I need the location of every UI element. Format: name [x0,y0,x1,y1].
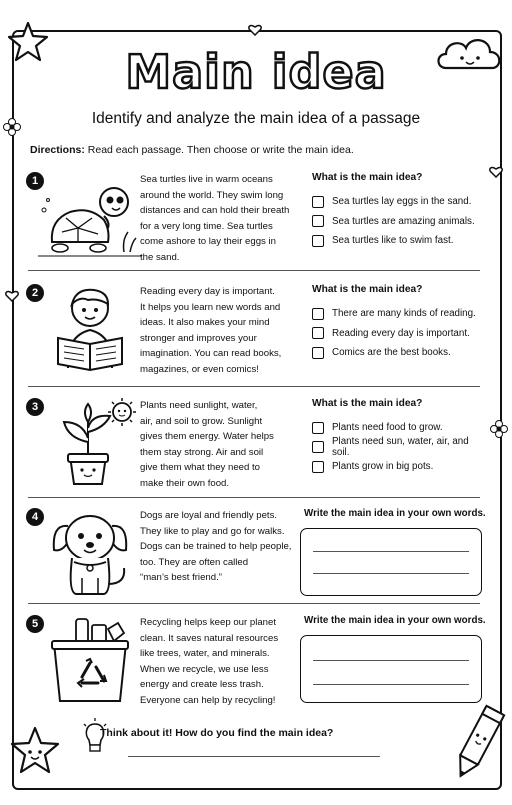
pencil-decoration-bottom-right [446,700,508,790]
page-title: Main idea [125,45,387,99]
puppy-illustration [38,508,142,596]
checkbox[interactable] [312,308,324,320]
passage-line: When we recycle, we use less [140,663,269,675]
passage-text-4 [140,508,300,586]
section-divider [28,386,480,387]
think-about-it-prompt: Think about it! How do you find the main idea? [100,727,334,739]
passage-section-1 [26,172,480,264]
flower-decoration-right [490,420,508,438]
answer-box-4[interactable] [300,528,482,596]
passage-line: the sand. [140,251,180,263]
checkbox[interactable] [312,461,324,473]
directions-label: Directions: [30,144,85,156]
answer-line[interactable] [313,660,469,661]
checkbox[interactable] [312,347,324,359]
passage-line: make their own food. [140,477,230,489]
passage-line: magazines, or even comics! [140,363,259,375]
answer-line[interactable] [313,551,469,552]
option-label: Comics are the best books. [332,347,451,359]
passage-line: Dogs are loyal and friendly pets. [140,510,278,521]
passage-line: Reading every day is important. [140,286,275,297]
option-2b[interactable] [312,324,476,344]
option-1a[interactable] [312,192,475,212]
passage-line: around the world. They swim long [140,189,284,201]
option-label: Sea turtles lay eggs in the sand. [332,196,472,208]
think-answer-line[interactable] [128,756,380,757]
heart-decoration-left [5,290,19,302]
passage-line: Plants need sunlight, water, [140,400,258,411]
passage-line: Recycling helps keep our planet [140,617,276,628]
passage-line: them stay strong. Air and soil [140,446,264,458]
option-1b[interactable] [312,212,475,232]
passage-line: come ashore to lay their eggs in [140,236,276,248]
answer-line[interactable] [313,573,469,574]
passage-section-5 [26,615,486,711]
passage-text-1 [140,172,300,266]
passage-text-3 [140,398,300,492]
checkbox[interactable] [312,235,324,247]
passage-section-3 [26,398,480,494]
answer-line[interactable] [313,684,469,685]
passage-line: imagination. You can read books, [140,348,282,360]
options-3 [312,418,480,477]
passage-section-4 [26,508,486,600]
option-1c[interactable] [312,231,475,251]
option-2c[interactable] [312,343,476,363]
checkbox[interactable] [312,196,324,208]
section-number-5: 5 [26,615,44,633]
passage-line: energy and create less trash. [140,679,264,691]
directions-text: Read each passage. Then choose or write the main idea. [87,144,354,156]
passage-line: clean. It saves natural resources [140,632,279,644]
checkbox[interactable] [312,327,324,339]
section-number-3: 3 [26,398,44,416]
options-1 [312,192,475,251]
section-divider [28,497,480,498]
question-1: What is the main idea? [312,172,423,183]
section-number-2: 2 [26,284,44,302]
passage-line: stronger and improves your [140,332,257,344]
checkbox[interactable] [312,422,324,434]
options-2 [312,304,476,363]
passage-line: like trees, water, and minerals. [140,648,270,660]
section-divider [28,270,480,271]
answer-box-5[interactable] [300,635,482,703]
section-number-4: 4 [26,508,44,526]
passage-line: Sea turtles live in warm oceans [140,174,273,185]
directions [30,144,354,156]
option-label: Reading every day is important. [332,327,470,339]
star-decoration-bottom-left [8,724,62,778]
passage-line: for a very long time. Sea turtles [140,220,273,232]
passage-line: give them what they need to [140,462,260,474]
option-3a[interactable] [312,418,480,438]
passage-line: ideas. It also makes your mind [140,317,270,329]
turtle-illustration [38,172,142,260]
potted-plant-illustration [38,398,142,486]
checkbox[interactable] [312,215,324,227]
recycling-bin-illustration [38,615,142,703]
option-label: Sea turtles like to swim fast. [332,235,454,247]
section-number-1: 1 [26,172,44,190]
checkbox[interactable] [312,441,324,453]
passage-line: distances and can hold their breath [140,205,290,217]
passage-line: air, and soil to grow. Sunlight [140,415,263,427]
option-label: Plants need sun, water, air, and soil. [332,436,469,459]
passage-text-2 [140,284,300,378]
heart-decoration-right [489,166,503,178]
passage-line: too. They are often called [140,556,249,568]
option-label: Sea turtles are amazing animals. [332,215,475,227]
heart-decoration-top [248,24,262,36]
question-2: What is the main idea? [312,284,423,295]
question-3: What is the main idea? [312,398,423,409]
option-label: Plants need food to grow. [332,422,443,434]
question-5: Write the main idea in your own words. [304,615,486,626]
option-3b[interactable] [312,438,480,458]
option-3c[interactable] [312,457,480,477]
option-2a[interactable] [312,304,476,324]
passage-line: It helps you learn new words and [140,301,281,313]
passage-section-2 [26,284,480,380]
passage-line: Everyone can help by recycling! [140,694,276,706]
passage-line: gives them energy. Water helps [140,431,274,443]
section-divider [28,603,480,604]
passage-line: They like to play and go for walks. [140,525,285,537]
passage-line: Dogs can be trained to help people, [140,541,292,553]
passage-text-5 [140,615,300,709]
option-label: Plants grow in big pots. [332,461,434,473]
option-label: There are many kinds of reading. [332,308,476,320]
passage-line: “man’s best friend.” [140,572,222,584]
page-subtitle: Identify and analyze the main idea of a passage [91,110,421,127]
boy-reading-illustration [38,284,142,372]
question-4: Write the main idea in your own words. [304,508,486,519]
